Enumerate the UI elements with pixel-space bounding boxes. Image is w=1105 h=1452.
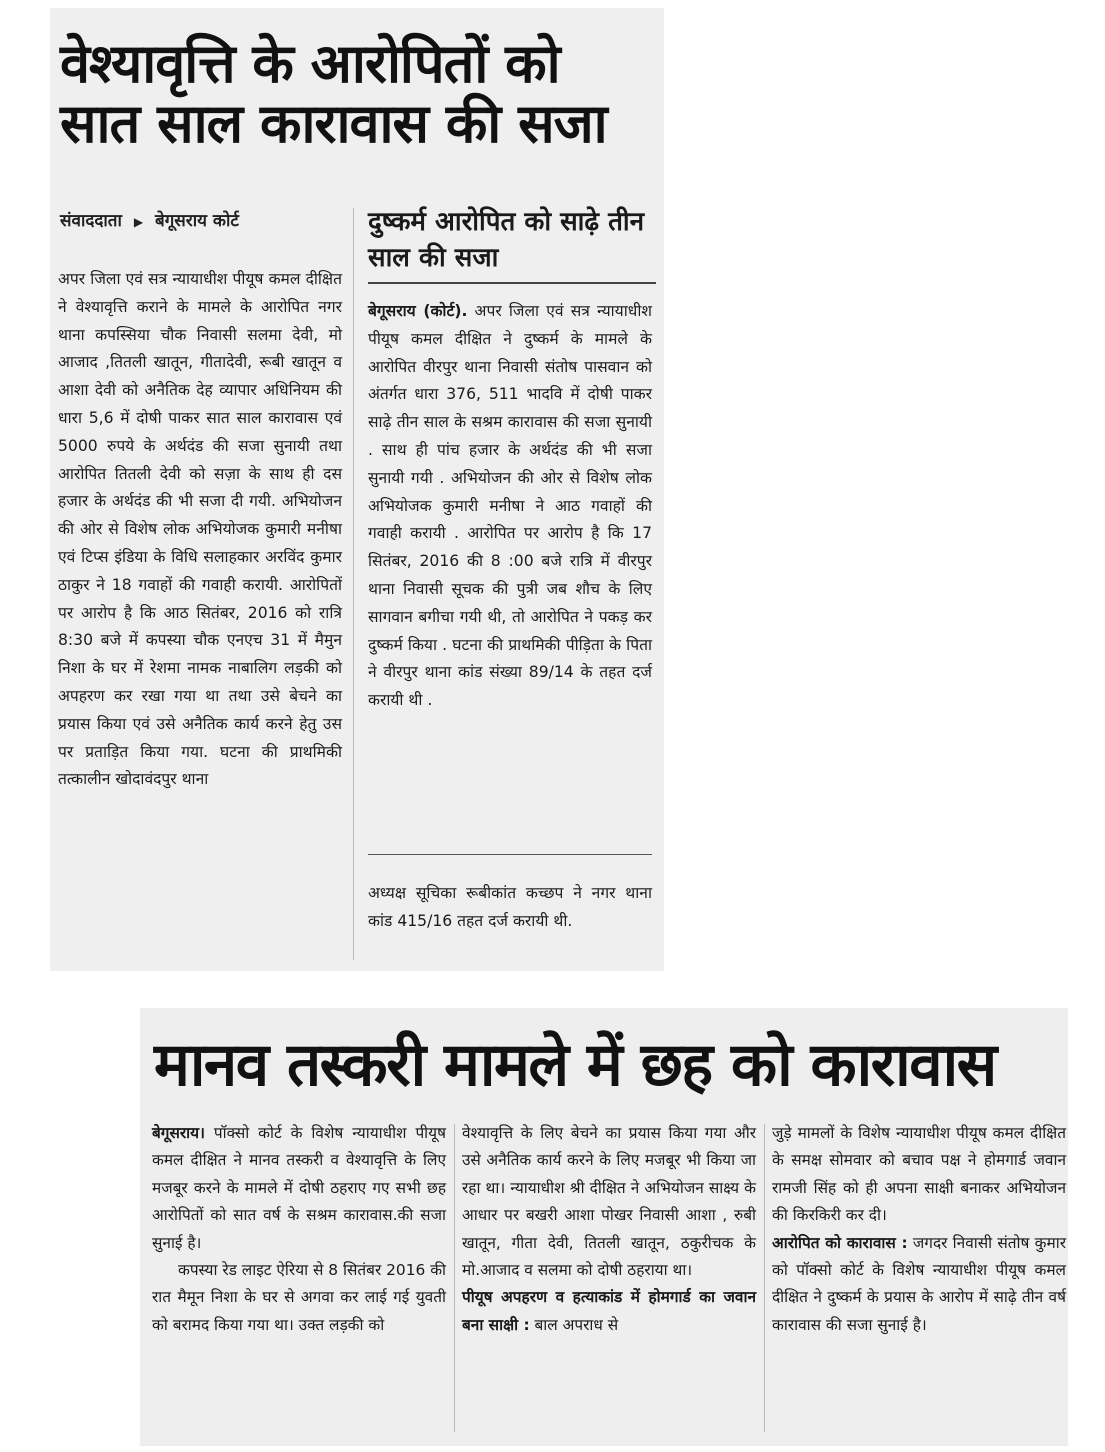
headline-1-line-2: सात साल कारावास की सजा <box>60 92 607 156</box>
column-3-subhead: आरोपित को कारावास : <box>772 1233 908 1252</box>
byline-reporter: संवाददाता <box>60 211 122 231</box>
column-2-paragraph-1: वेश्यावृत्ति के लिए बेचने का प्रयास किया गया और उसे अनैतिक कार्य करने के लिए मजबूर भी किया जा रहा था। न्यायाधीश श्री दीक्षित ने अभियोजन साक्ष्य के आधार पर बखरी आशा पोखर निवासी आशा , रुबी खातून, गीता देवी, तितली खातून, ठकुरीचक के मो.आजाद व सलमा को दोषी ठहराया था। <box>462 1124 756 1280</box>
story-1-body: अपर जिला एवं सत्र न्यायाधीश पीयूष कमल दीक्षित ने वेश्यावृत्ति कराने के मामले के आरोपित नगर थाना कपस्सिया चौक निवासी सलमा देवी, मो आजाद ,तितली खातून, गीतादेवी, रूबी खातून व आशा देवी को अनैतिक देह व्यापार अधिनियम की धारा 5,6 में दोषी पाकर सात साल कारावास एवं 5000 रुपये के अर्थदंड की सजा सुनायी तथा आरोपित तितली देवी को सज़ा के साथ ही दस हजार के अर्थदंड की भी सजा दी गयी. अभियोजन की ओर से विशेष लोक अभियोजक कुमारी मनीषा एवं टिप्स इंडिया के विधि सलाहकार अरविंद कुमार ठाकुर ने 18 गवाहों की गवाही करायी. आरोपितों पर आरोप है कि आठ सितंबर, 2016 को रात्रि 8:30 बजे में कपस्या चौक एनएच 31 में मैमुन निशा के घर में रेशमा नामक नाबालिग लड़की को अपहरण कर रखा गया था तथा उसे बेचने का प्रयास किया एवं उसे अनैतिक कार्य करने हेतु उस पर प्रताड़ित किया गया. घटना की प्राथमिकी तत्कालीन खोदावंदपुर थाना <box>58 270 342 789</box>
byline-place: बेगूसराय कोर्ट <box>154 211 239 231</box>
story-1-continued: अध्यक्ष सूचिका रूबीकांत कच्छप ने नगर थाना कांड 415/16 तहत दर्ज करायी थी. <box>368 884 652 930</box>
byline-arrow-icon: ▶ <box>133 215 144 229</box>
article-column-3 <box>772 1120 1066 1339</box>
story-2-body <box>368 298 652 715</box>
headline-2: मानव तस्करी मामले में छह को कारावास <box>154 1030 996 1100</box>
newspaper-clipping-1 <box>50 8 664 971</box>
newspaper-clipping-2 <box>140 1008 1068 1446</box>
column-1-dateline: बेगूसराय। <box>152 1124 205 1142</box>
column-1-paragraph-2: कपस्या रेड लाइट ऐरिया से 8 सितंबर 2016 की रात मैमून निशा के घर से अगवा कर लाई गई युवती को बरामद किया गया था। उक्त लड़की को <box>152 1261 446 1334</box>
column-divider-1 <box>454 1124 455 1432</box>
headline-1-line-1: वेश्यावृत्ति के आरोपितों को <box>60 32 560 95</box>
column-divider-2 <box>764 1124 765 1432</box>
byline <box>60 208 239 231</box>
story-2-text: अपर जिला एवं सत्र न्यायाधीश पीयूष कमल दीक्षित ने दुष्कर्म के मामले के आरोपित वीरपुर थाना निवासी संतोष पासवान को अंतर्गत धारा 376, 511 भादवि में दोषी पाकर साढ़े तीन साल के सश्रम कारावास की सजा सुनायी . साथ ही पांच हजार के अर्थदंड की भी सजा सुनायी गयी . अभियोजन की ओर से विशेष लोक अभियोजक कुमारी मनीषा ने आठ गवाहों की गवाही करायी . आरोपित पर आरोप है कि 17 सितंबर, 2016 की 8 :00 बजे रात्रि में वीरपुर थाना निवासी सूचक की पुत्री जब शौच के लिए सागवान बगीचा गयी थी, तो आरोपित ने पकड़ कर दुष्कर्म किया . घटना की प्राथमिकी पीड़िता के पिता ने वीरपुर थाना कांड संख्या 89/14 के तहत दर्ज करायी थी . <box>368 302 652 710</box>
column-2-subhead: पीयूष अपहरण व हत्याकांड में होमगार्ड का जवान बना साक्षी : <box>462 1288 756 1334</box>
column-3-text-2: जगदर निवासी संतोष कुमार को पॉक्सो कोर्ट के विशेष न्यायाधीश पीयूष कमल दीक्षित ने दुष्कर्म के प्रयास के आरोप में साढ़े तीन वर्ष कारावास की सजा सुनाई है। <box>772 1233 1066 1334</box>
column-3-paragraph-1: जुड़े मामलों के विशेष न्यायाधीश पीयूष कमल दीक्षित के समक्ष सोमवार को बचाव पक्ष ने होमगार्ड जवान रामजी सिंह को ही अपना साक्षी बनाकर अभियोजन की किरकिरी कर दी। <box>772 1124 1066 1225</box>
article-column-1 <box>152 1120 446 1339</box>
column-1-text-1: पॉक्सो कोर्ट के विशेष न्यायाधीश पीयूष कमल दीक्षित ने मानव तस्करी व वेश्यावृत्ति के लिए मजबूर करने के मामले में दोषी ठहराए गए सभी छह आरोपितों को सात वर्ष के सश्रम कारावास.की सजा सुनाई है। <box>152 1124 446 1252</box>
column-divider <box>353 208 354 960</box>
headline-1 <box>60 34 607 155</box>
story-2-headline: दुष्कर्म आरोपित को साढ़े तीन साल की सजा <box>368 204 656 284</box>
article-column-2 <box>462 1120 756 1339</box>
column-2-paragraph-2 <box>462 1284 756 1339</box>
story-divider <box>368 854 652 855</box>
column-2-text-2: बाल अपराध से <box>534 1315 619 1334</box>
column-3-paragraph-2 <box>772 1230 1066 1340</box>
story-2-dateline: बेगूसराय (कोर्ट). <box>368 302 468 320</box>
column-1-paragraph-1 <box>152 1120 446 1257</box>
